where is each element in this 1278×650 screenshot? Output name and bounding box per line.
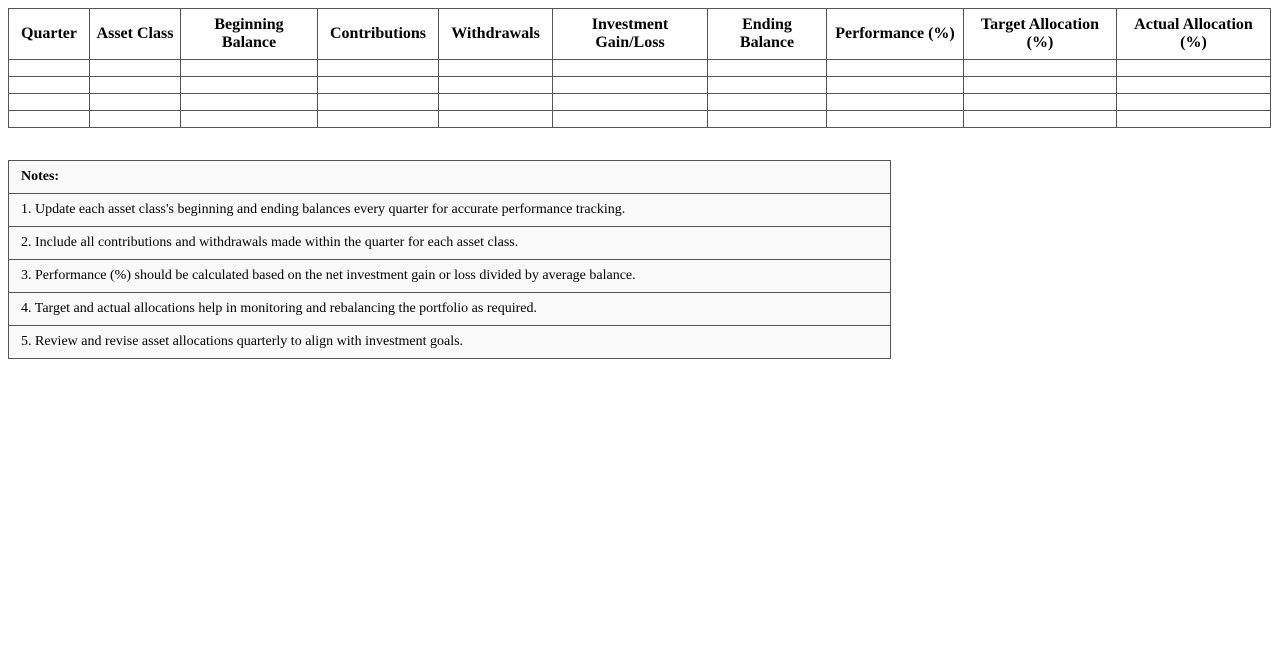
note-item: 3. Performance (%) should be calculated based on the net investment gain or loss divided by average balance. xyxy=(9,260,891,293)
table-header-row xyxy=(9,9,1271,60)
cell-investment-gain-loss xyxy=(553,111,708,128)
cell-target-allocation xyxy=(964,60,1117,77)
cell-asset-class xyxy=(90,77,181,94)
header-quarter: Quarter xyxy=(9,9,90,60)
portfolio-tracker-table xyxy=(8,8,1271,128)
cell-withdrawals xyxy=(439,111,553,128)
note-item: 5. Review and revise asset allocations quarterly to align with investment goals. xyxy=(9,326,891,359)
cell-ending-balance xyxy=(708,111,827,128)
cell-contributions xyxy=(318,111,439,128)
cell-actual-allocation xyxy=(1117,77,1271,94)
cell-asset-class xyxy=(90,111,181,128)
cell-beginning-balance xyxy=(181,111,318,128)
cell-performance xyxy=(827,94,964,111)
header-actual-allocation: Actual Allocation (%) xyxy=(1117,9,1271,60)
header-performance: Performance (%) xyxy=(827,9,964,60)
cell-ending-balance xyxy=(708,60,827,77)
header-contributions: Contributions xyxy=(318,9,439,60)
cell-contributions xyxy=(318,77,439,94)
cell-performance xyxy=(827,111,964,128)
note-row xyxy=(9,227,891,260)
cell-investment-gain-loss xyxy=(553,77,708,94)
table-row xyxy=(9,111,1271,128)
notes-table xyxy=(8,160,891,359)
notes-title: Notes: xyxy=(9,161,891,194)
note-item: 2. Include all contributions and withdrawals made within the quarter for each asset class. xyxy=(9,227,891,260)
cell-quarter xyxy=(9,77,90,94)
cell-withdrawals xyxy=(439,94,553,111)
cell-ending-balance xyxy=(708,77,827,94)
cell-beginning-balance xyxy=(181,94,318,111)
note-row xyxy=(9,326,891,359)
note-row xyxy=(9,293,891,326)
cell-withdrawals xyxy=(439,77,553,94)
cell-target-allocation xyxy=(964,94,1117,111)
header-beginning-balance: Beginning Balance xyxy=(181,9,318,60)
cell-performance xyxy=(827,60,964,77)
cell-target-allocation xyxy=(964,77,1117,94)
note-row xyxy=(9,194,891,227)
cell-investment-gain-loss xyxy=(553,94,708,111)
cell-asset-class xyxy=(90,60,181,77)
cell-quarter xyxy=(9,94,90,111)
header-withdrawals: Withdrawals xyxy=(439,9,553,60)
cell-quarter xyxy=(9,60,90,77)
cell-withdrawals xyxy=(439,60,553,77)
cell-performance xyxy=(827,77,964,94)
table-row xyxy=(9,77,1271,94)
cell-contributions xyxy=(318,94,439,111)
header-investment-gain-loss: Investment Gain/Loss xyxy=(553,9,708,60)
cell-beginning-balance xyxy=(181,60,318,77)
cell-quarter xyxy=(9,111,90,128)
table-row xyxy=(9,60,1271,77)
cell-actual-allocation xyxy=(1117,94,1271,111)
cell-asset-class xyxy=(90,94,181,111)
header-ending-balance: Ending Balance xyxy=(708,9,827,60)
cell-ending-balance xyxy=(708,94,827,111)
cell-investment-gain-loss xyxy=(553,60,708,77)
cell-contributions xyxy=(318,60,439,77)
cell-actual-allocation xyxy=(1117,60,1271,77)
header-target-allocation: Target Allocation (%) xyxy=(964,9,1117,60)
header-asset-class: Asset Class xyxy=(90,9,181,60)
notes-title-row xyxy=(9,161,891,194)
cell-beginning-balance xyxy=(181,77,318,94)
table-row xyxy=(9,94,1271,111)
cell-actual-allocation xyxy=(1117,111,1271,128)
note-item: 4. Target and actual allocations help in monitoring and rebalancing the portfolio as required. xyxy=(9,293,891,326)
cell-target-allocation xyxy=(964,111,1117,128)
note-item: 1. Update each asset class's beginning and ending balances every quarter for accurate performance tracking. xyxy=(9,194,891,227)
note-row xyxy=(9,260,891,293)
